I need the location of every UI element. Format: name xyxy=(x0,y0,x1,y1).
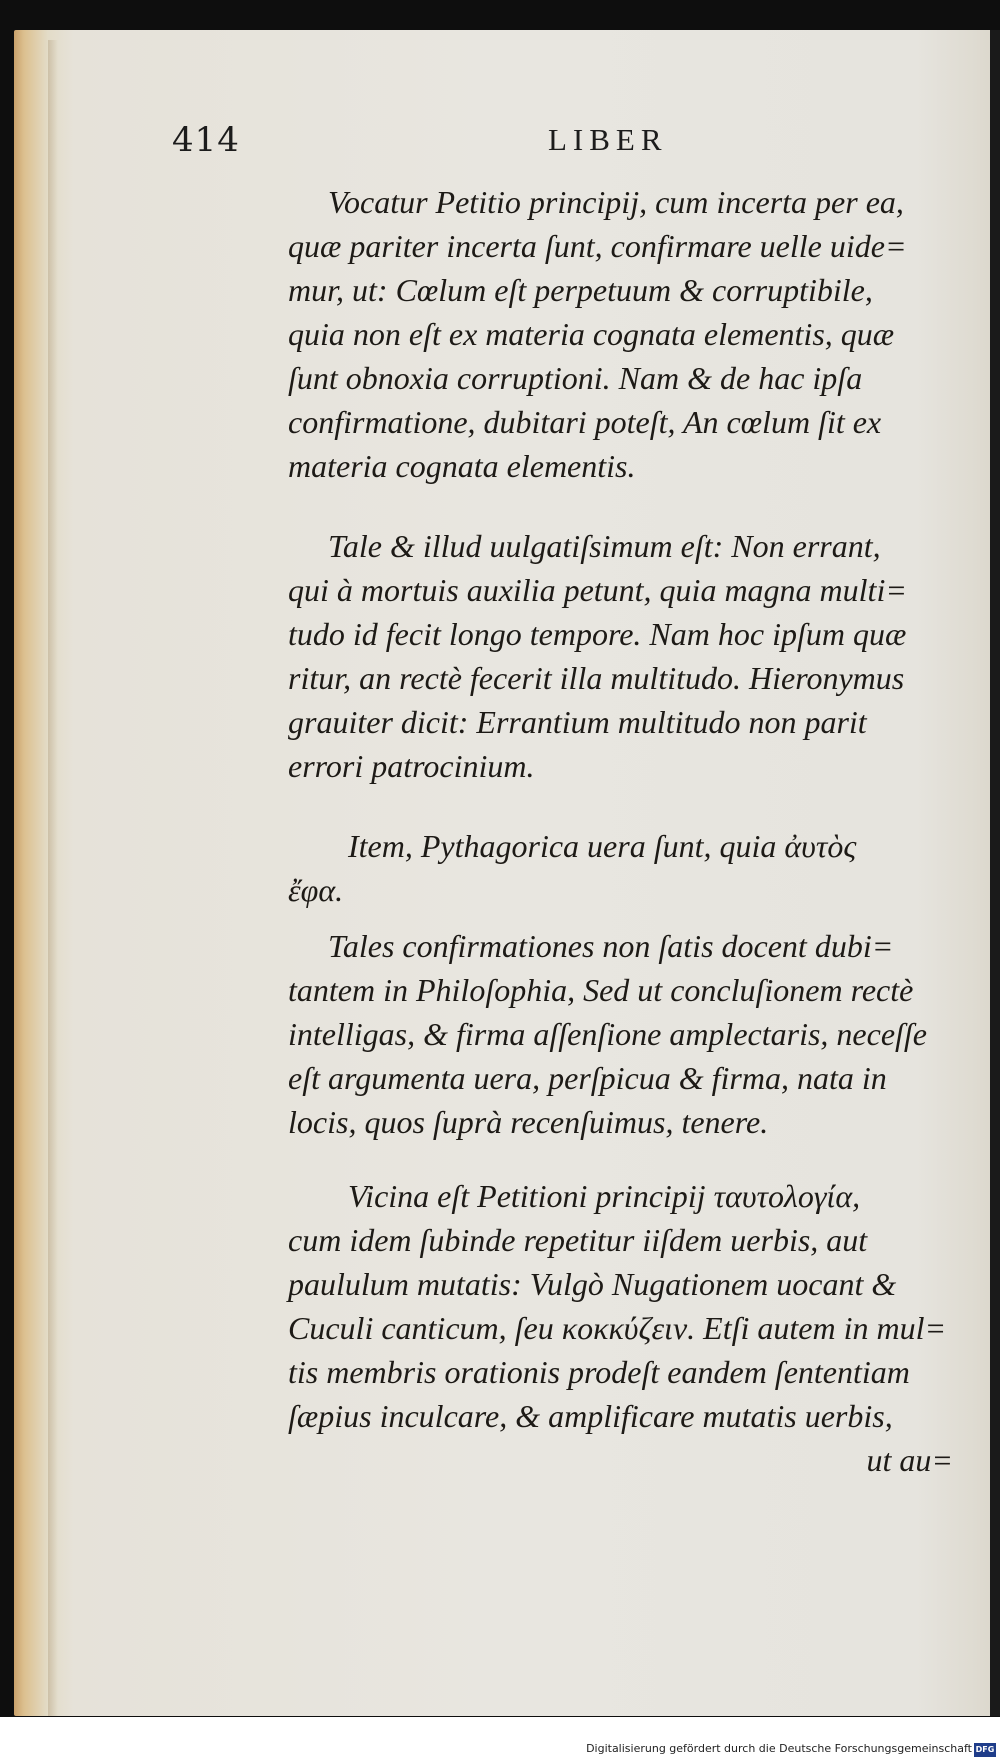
text-line: Vicina eſt Petitioni principij ταυτολογία, xyxy=(348,1178,861,1214)
text-line: Item, Pythagorica uera ſunt, quia ἀυτὸς xyxy=(348,828,857,864)
dfg-logo-icon: DFG xyxy=(974,1743,996,1757)
text-line: quia non eſt ex materia cognata elementis, quæ xyxy=(288,316,895,352)
text-line: grauiter dicit: Errantium multitudo non parit xyxy=(288,704,867,740)
right-border xyxy=(990,30,1000,1716)
text-line: quæ pariter incerta ſunt, confirmare uelle uide= xyxy=(288,228,907,264)
text-line: cum idem ſubinde repetitur iiſdem uerbis, aut xyxy=(288,1222,868,1258)
text-line: materia cognata elementis. xyxy=(288,448,636,484)
text-line: mur, ut: Cœlum eſt perpetuum & corruptibile, xyxy=(288,272,873,308)
paragraph-tales xyxy=(288,924,953,1144)
text-line: Tale & illud uulgatiſsimum eſt: Non errant, xyxy=(328,528,881,564)
paragraph-tale xyxy=(288,524,953,788)
body-text xyxy=(288,180,953,1482)
footer-bar xyxy=(0,1717,1000,1761)
text-line: locis, quos ſuprà recenſuimus, tenere. xyxy=(288,1104,769,1140)
catchword: ut au= xyxy=(866,1442,953,1478)
running-head: LIBER xyxy=(548,122,668,157)
text-line: tudo id fecit longo tempore. Nam hoc ipſum quæ xyxy=(288,616,907,652)
text-line: qui à mortuis auxilia petunt, quia magna multi= xyxy=(288,572,907,608)
text-line: tantem in Philoſophia, Sed ut concluſionem rectè xyxy=(288,972,914,1008)
text-line: ſunt obnoxia corruptioni. Nam & de hac ipſa xyxy=(288,360,863,396)
funding-credit: Digitalisierung gefördert durch die Deutsche Forschungsgemeinschaft xyxy=(586,1742,972,1755)
text-line: errori patrocinium. xyxy=(288,748,535,784)
page-gutter-shadow xyxy=(48,40,58,1716)
paragraph-vicina xyxy=(288,1174,953,1438)
text-line: ritur, an rectè fecerit illa multitudo. Hieronymus xyxy=(288,660,905,696)
text-line: Vocatur Petitio principij, cum incerta per ea, xyxy=(328,184,904,220)
text-line: tis membris orationis prodeſt eandem ſententiam xyxy=(288,1354,910,1390)
paragraph-petitio xyxy=(288,180,953,488)
paragraph-item xyxy=(288,824,953,912)
text-line: paululum mutatis: Vulgò Nugationem uocant & xyxy=(288,1266,897,1302)
page-number: 414 xyxy=(172,120,240,160)
text-line: eſt argumenta uera, perſpicua & firma, nata in xyxy=(288,1060,887,1096)
text-line: intelligas, & firma aſſenſione amplectaris, neceſſe xyxy=(288,1016,927,1052)
text-line: Tales confirmationes non ſatis docent dubi= xyxy=(328,928,894,964)
text-line: confirmatione, dubitari poteſt, An cœlum ſit ex xyxy=(288,404,882,440)
text-line: ſæpius inculcare, & amplificare mutatis uerbis, xyxy=(288,1398,893,1434)
text-line: Cuculi canticum, ſeu κοκκύζειν. Etſi autem in mul= xyxy=(288,1310,947,1346)
text-line: ἔφα. xyxy=(288,872,344,908)
